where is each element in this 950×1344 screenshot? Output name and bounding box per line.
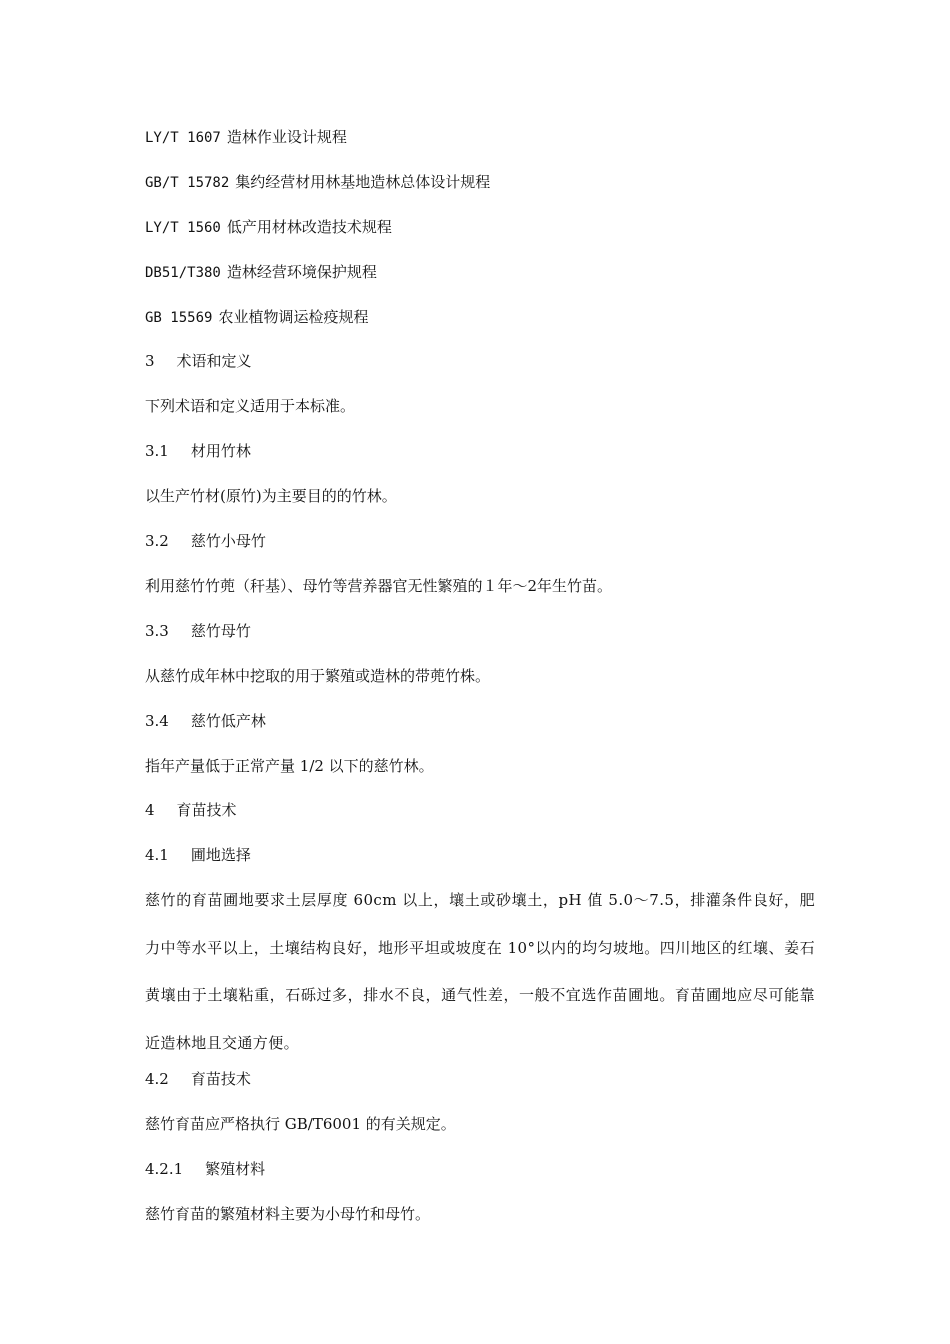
subsection-heading [145, 531, 815, 551]
definition-text: 利用慈竹竹蔸（秆基）、母竹等营养器官无性繁殖的１年～2年生竹苗。 [145, 577, 613, 595]
subsection-title: 繁殖材料 [205, 1160, 266, 1178]
reference-line [145, 172, 815, 193]
section-heading [145, 351, 815, 371]
reference-code: GB 15569 [145, 310, 213, 326]
section-number: 4 [145, 801, 155, 819]
reference-code: GB/T 15782 [145, 175, 230, 191]
reference-code: LY/T 1560 [145, 220, 221, 236]
reference-line [145, 127, 815, 148]
subsection-number: 4.2.1 [145, 1160, 184, 1178]
reference-title: 造林作业设计规程 [226, 128, 347, 146]
subsection-number: 3.2 [145, 532, 169, 550]
reference-line [145, 217, 815, 238]
section-number: 3 [145, 352, 155, 370]
subsection-title: 育苗技术 [190, 1070, 251, 1088]
reference-title: 集约经营材用林基地造林总体设计规程 [235, 173, 491, 191]
subsection-title: 慈竹母竹 [190, 622, 251, 640]
reference-line [145, 307, 815, 328]
paragraph: 慈竹育苗的繁殖材料主要为小母竹和母竹。 [145, 1205, 431, 1223]
subsection-heading [145, 1069, 815, 1089]
reference-title: 农业植物调运检疫规程 [218, 308, 369, 326]
reference-code: DB51/T380 [145, 265, 221, 281]
subsection-heading [145, 845, 815, 865]
section-title: 育苗技术 [176, 801, 237, 819]
paragraph: 慈竹育苗应严格执行 GB/T6001 的有关规定。 [145, 1115, 456, 1133]
subsection-title: 材用竹林 [190, 442, 251, 460]
subsection-number: 4.2 [145, 1070, 169, 1088]
definition-text: 指年产量低于正常产量 1/2 以下的慈竹林。 [145, 757, 434, 775]
definition-text: 从慈竹成年林中挖取的用于繁殖或造林的带蔸竹株。 [145, 667, 491, 685]
subsection-heading [145, 711, 815, 731]
paragraph: 慈竹的育苗圃地要求土层厚度 60cm 以上，壤土或砂壤土，pH 值 5.0～7.5，排灌条件良好，肥力中等水平以上，土壤结构良好，地形平坦或坡度在 10°以内的均匀坡地。四川地区的红壤、姜石黄壤由于土壤粘重，石砾过多，排水不良，通气性差，一般不宜选作苗圃地。育苗圃地应尽可能靠近造林地且交通方便。 [145, 891, 815, 1052]
subsection-number: 3.1 [145, 442, 169, 460]
paragraph: 下列术语和定义适用于本标准。 [145, 397, 356, 415]
subsection-heading [145, 621, 815, 641]
subsection-title: 圃地选择 [190, 846, 251, 864]
definition-text: 以生产竹材(原竹)为主要目的的竹林。 [145, 487, 397, 505]
subsection-title: 慈竹低产林 [190, 712, 266, 730]
section-heading [145, 800, 815, 820]
subsection-heading [145, 1159, 815, 1179]
subsection-number: 3.4 [145, 712, 169, 730]
subsection-heading [145, 441, 815, 461]
reference-line [145, 262, 815, 283]
section-title: 术语和定义 [176, 352, 252, 370]
reference-code: LY/T 1607 [145, 130, 221, 146]
subsection-number: 3.3 [145, 622, 169, 640]
subsection-number: 4.1 [145, 846, 169, 864]
reference-title: 低产用材林改造技术规程 [226, 218, 392, 236]
reference-title: 造林经营环境保护规程 [226, 263, 377, 281]
subsection-title: 慈竹小母竹 [190, 532, 266, 550]
